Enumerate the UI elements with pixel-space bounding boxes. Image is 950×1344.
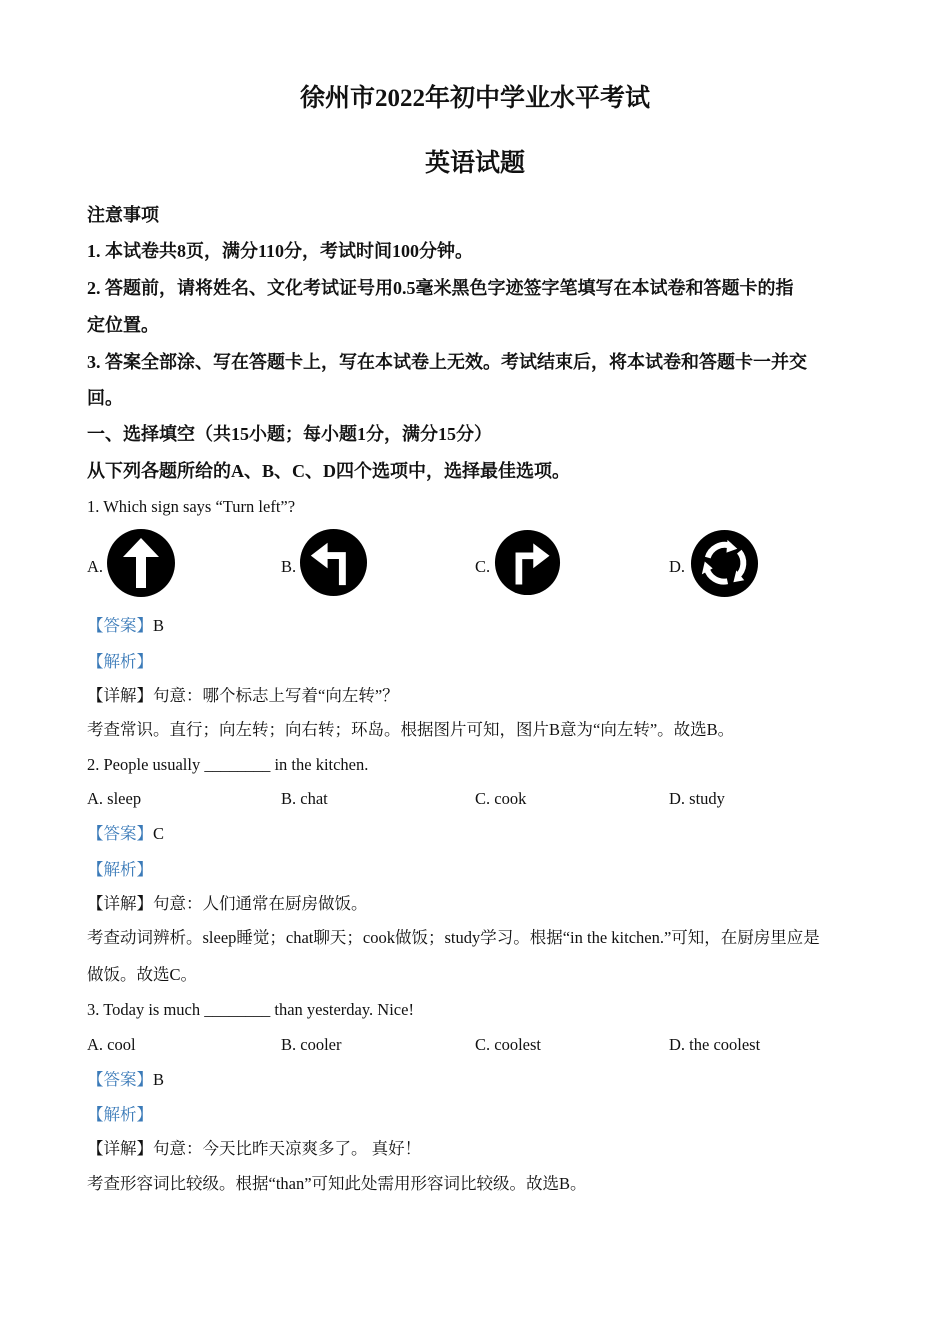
turn-left-icon	[299, 528, 368, 597]
notes-heading: 注意事项	[87, 205, 159, 225]
q2-option-c: C. cook	[475, 789, 527, 808]
section-title: 一、选择填空（共15小题；每小题1分，满分15分）	[87, 424, 492, 444]
note-3-line-2: 回。	[87, 388, 123, 408]
answer-tag: 【答案】	[87, 824, 153, 843]
q2-stem: 2. People usually ________ in the kitchen.	[87, 755, 369, 774]
q1-stem: 1. Which sign says “Turn left”?	[87, 497, 296, 516]
note-1: 1. 本试卷共8页，满分110分，考试时间100分钟。	[87, 241, 474, 261]
exam-subtitle: 英语试题	[424, 150, 525, 177]
q3-stem: 3. Today is much ________ than yesterday. Nice!	[87, 1000, 414, 1019]
q1-answer	[87, 615, 867, 637]
q2-answer	[87, 823, 867, 845]
q2-explanation-line-1: 考查动词辨析。sleep睡觉；chat聊天；cook做饭；study学习。根据“in the kitchen.”可知，在厨房里应是	[87, 928, 820, 947]
detail-tag: 【详解】	[87, 686, 153, 705]
q2-option-d: D. study	[669, 789, 725, 808]
q3-option-d: D. the coolest	[669, 1035, 761, 1054]
q3-detail-text: 句意：今天比昨天凉爽多了。 真好！	[153, 1139, 422, 1158]
q2-analysis-tag: 【解析】	[87, 860, 153, 879]
detail-tag: 【详解】	[87, 1139, 153, 1158]
arrow-up-icon	[106, 528, 176, 598]
roundabout-icon	[690, 529, 759, 598]
q2-answer-value: C	[153, 824, 165, 843]
q1-detail-text: 句意：哪个标志上写着“向左转”？	[153, 686, 399, 705]
q3-answer-value: B	[153, 1070, 165, 1089]
q1-option-c-label: C.	[475, 557, 491, 576]
q3-detail	[87, 1138, 867, 1160]
q1-answer-value: B	[153, 616, 165, 635]
turn-right-icon	[494, 529, 561, 596]
q3-answer	[87, 1069, 867, 1091]
q2-detail	[87, 893, 867, 915]
q2-option-b: B. chat	[281, 789, 328, 808]
note-3-line-1: 3. 答案全部涂、写在答题卡上，写在本试卷上无效。考试结束后，将本试卷和答题卡一并交	[87, 352, 807, 372]
q1-option-a-label: A.	[87, 557, 104, 576]
q1-explanation: 考查常识。直行；向左转；向右转；环岛。根据图片可知，图片B意为“向左转”。故选B。	[87, 720, 735, 739]
q1-analysis-tag: 【解析】	[87, 652, 153, 671]
q3-explanation: 考查形容词比较级。根据“than”可知此处需用形容词比较级。故选B。	[87, 1174, 587, 1193]
section-instruction: 从下列各题所给的A、B、C、D四个选项中，选择最佳选项。	[87, 461, 571, 481]
note-2-line-2: 定位置。	[87, 315, 159, 335]
q1-option-d-label: D.	[669, 557, 686, 576]
q3-option-a: A. cool	[87, 1035, 136, 1054]
answer-tag: 【答案】	[87, 616, 153, 635]
answer-tag: 【答案】	[87, 1070, 153, 1089]
q2-explanation-line-2: 做饭。故选C。	[87, 965, 198, 984]
exam-title: 徐州市2022年初中学业水平考试	[299, 85, 650, 112]
q3-option-b: B. cooler	[281, 1035, 342, 1054]
note-2-line-1: 2. 答题前，请将姓名、文化考试证号用0.5毫米黑色字迹签字笔填写在本试卷和答题卡的指	[87, 278, 794, 298]
q2-detail-text: 句意：人们通常在厨房做饭。	[153, 894, 368, 913]
q2-option-a: A. sleep	[87, 789, 142, 808]
q1-detail	[87, 685, 867, 707]
detail-tag: 【详解】	[87, 894, 153, 913]
q1-option-b-label: B.	[281, 557, 297, 576]
q3-option-c: C. coolest	[475, 1035, 541, 1054]
q3-analysis-tag: 【解析】	[87, 1105, 153, 1124]
